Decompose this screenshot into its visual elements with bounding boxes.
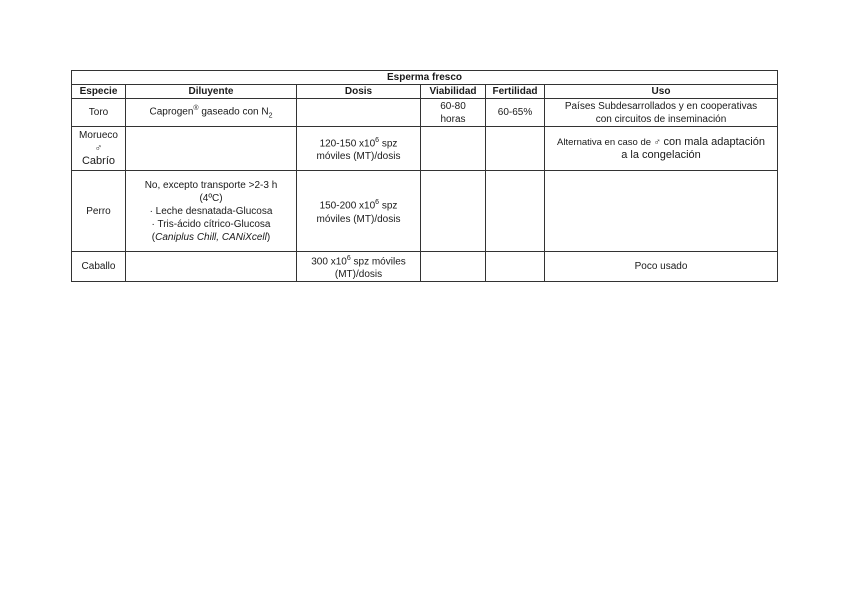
dosis-value: 150-200 x10 [319, 200, 376, 212]
uso-line1b: con mala adaptación [663, 135, 765, 148]
dil-line3: · Leche desnatada-Glucosa [149, 205, 273, 217]
caballo-fertilidad [486, 252, 545, 282]
dil-line5: Caniplus Chill, CANiXcell [155, 231, 267, 243]
toro-especie: Toro [72, 99, 126, 127]
toro-dosis [297, 99, 421, 127]
caballo-viabilidad [421, 252, 486, 282]
morueco-viabilidad [421, 127, 486, 171]
header-viabilidad: Viabilidad [421, 85, 486, 99]
perro-diluyente: No, excepto transporte >2-3 h (4ºC) · Leche desnatada-Glucosa · Tris-ácido cítrico-Glucosa (Caniplus Chill, CANiXcell) [126, 171, 297, 252]
dosis-exponent: 6 [346, 255, 351, 262]
morueco-uso [545, 127, 778, 171]
morueco-dosis [297, 127, 421, 171]
row-morueco [72, 127, 778, 171]
dosis-unit: spz móviles [350, 256, 406, 268]
viabilidad-line1: 60-80 [440, 100, 466, 112]
male-symbol: ♂ [94, 143, 103, 154]
caballo-uso: Poco usado [545, 252, 778, 282]
toro-diluyente [126, 99, 297, 127]
diluyente-name: Caprogen [149, 106, 194, 118]
subscript-2: 2 [268, 112, 273, 120]
toro-fertilidad: 60-65% [486, 99, 545, 127]
morueco-fertilidad [486, 127, 545, 171]
dosis-exponent: 6 [375, 199, 380, 207]
dosis-unit: spz [379, 138, 398, 150]
perro-viabilidad [421, 171, 486, 252]
morueco-especie [72, 127, 126, 171]
toro-uso [545, 99, 778, 127]
especie-line1: Morueco [79, 130, 118, 141]
dosis-value: 120-150 x10 [319, 138, 376, 150]
perro-especie: Perro [72, 171, 126, 252]
perro-uso [545, 171, 778, 252]
caballo-dosis [297, 252, 421, 282]
dosis-line2: móviles (MT)/dosis [316, 151, 401, 163]
row-caballo [72, 252, 778, 282]
row-perro [72, 171, 778, 252]
perro-fertilidad [486, 171, 545, 252]
header-especie: Especie [72, 85, 126, 99]
dosis-value: 300 x10 [311, 256, 347, 268]
uso-line1: Países Subdesarrollados y en cooperativas [564, 100, 758, 112]
row-toro [72, 99, 778, 127]
header-dosis: Dosis [297, 85, 421, 99]
header-row [72, 85, 778, 99]
especie-line3: Cabrío [81, 155, 116, 167]
dil-line1: No, excepto transporte >2-3 h [144, 179, 278, 191]
dosis-unit: spz [379, 200, 398, 212]
header-fertilidad: Fertilidad [486, 85, 545, 99]
dosis-exponent: 6 [375, 136, 380, 144]
uso-line2: a la congelación [621, 148, 701, 161]
morueco-diluyente [126, 127, 297, 171]
table-title: Esperma fresco [72, 71, 778, 85]
viabilidad-line2: horas [440, 113, 466, 125]
dil-line2: (4ºC) [199, 192, 223, 204]
esperma-fresco-table [71, 70, 778, 282]
dosis-line2: (MT)/dosis [334, 269, 383, 281]
uso-line1a: Alternativa en caso de ♂ [557, 136, 664, 148]
registered-mark: ® [193, 105, 199, 113]
perro-dosis [297, 171, 421, 252]
diluyente-rest: gaseado con N [198, 106, 269, 118]
dosis-line2: móviles (MT)/dosis [316, 213, 401, 225]
caballo-especie: Caballo [72, 252, 126, 282]
dil-line4: · Tris-ácido cítrico-Glucosa [151, 218, 271, 230]
toro-viabilidad [421, 99, 486, 127]
uso-line2: con circuitos de inseminación [595, 113, 727, 125]
caballo-diluyente [126, 252, 297, 282]
header-diluyente: Diluyente [126, 85, 297, 99]
header-uso: Uso [545, 85, 778, 99]
